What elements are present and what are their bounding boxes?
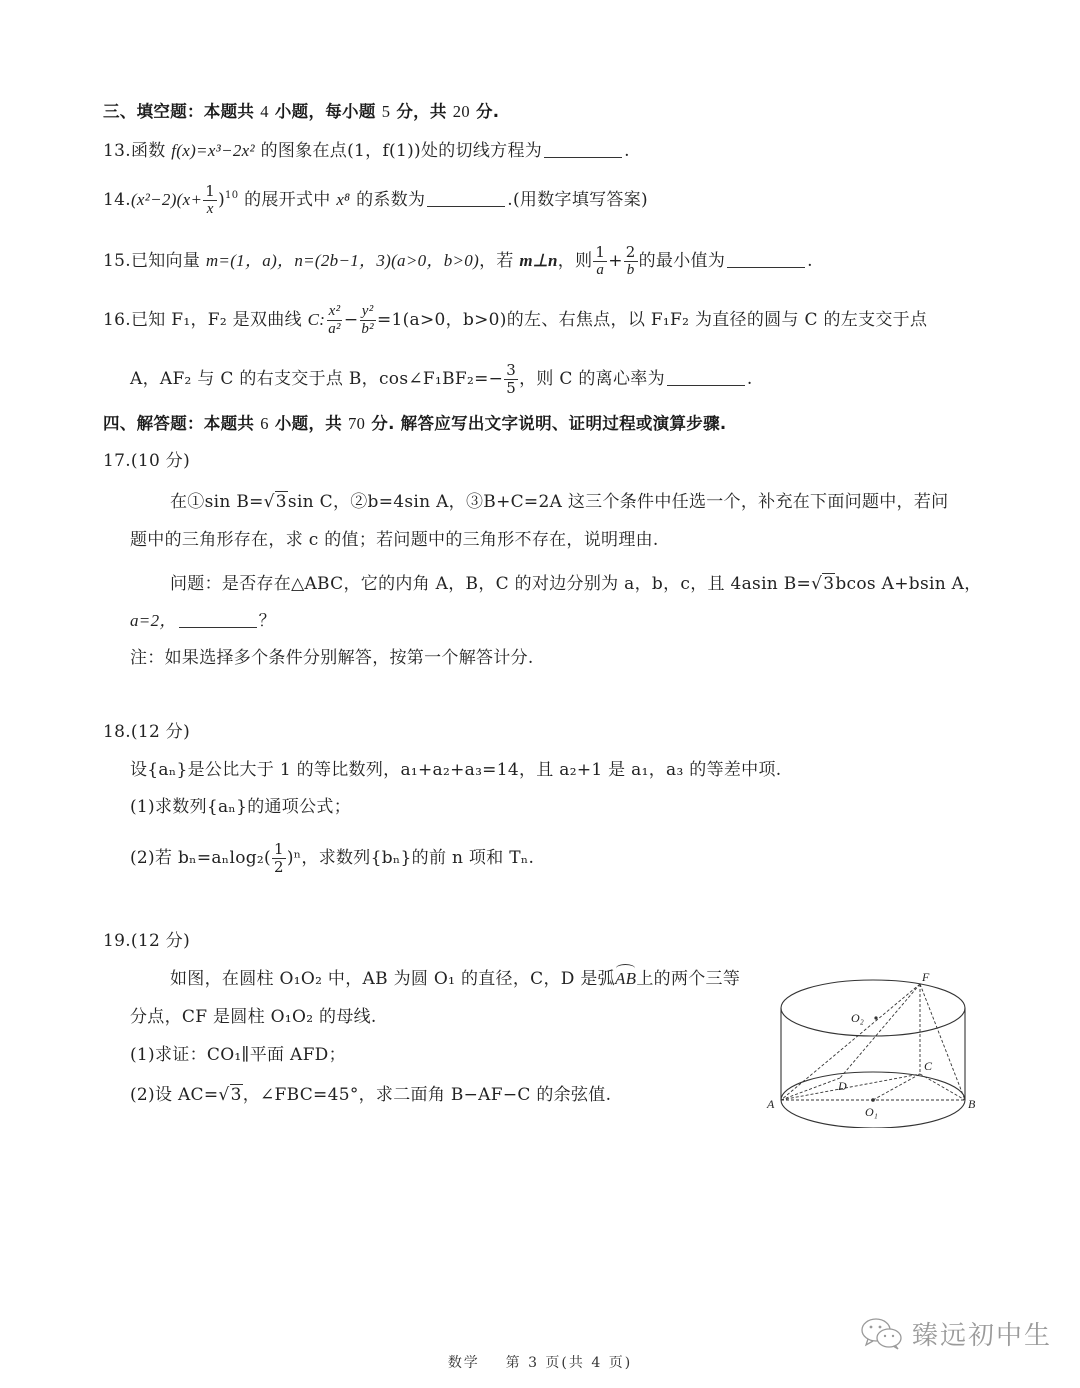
question-17-paragraph-1 [170, 490, 948, 514]
question-number: 13. [103, 141, 131, 161]
question-text: A，AF₂ 与 C 的右支交于点 B，cos∠F₁BF₂=− [130, 369, 504, 389]
answer-blank[interactable] [179, 612, 257, 628]
expression: (x²−2)(x+ [130, 190, 203, 209]
question-18-part-2 [130, 842, 534, 875]
question-text: ，若 [479, 251, 514, 271]
answer-blank[interactable] [727, 252, 805, 268]
numerator: x² [328, 303, 341, 319]
denominator: a² [328, 321, 341, 337]
operator: − [343, 310, 359, 330]
question-text: 已知 F₁，F₂ 是双曲线 [130, 310, 302, 330]
question-text: sin C，②b=4sin A，③B+C=2A 这三个条件中任选一个，补充在下面问题中，若问 [287, 492, 949, 512]
question-text: bcos A+bsin A， [835, 574, 982, 594]
cylinder-figure [765, 968, 985, 1128]
section-3-title [103, 100, 499, 124]
section-title-text: 分. 解答应写出文字说明、证明过程或演算步骤. [371, 414, 727, 433]
denominator: x [206, 201, 214, 217]
question-18-part-1: (1)求数列{aₙ}的通项公式； [130, 797, 352, 817]
question-text: )ⁿ，求数列{bₙ}的前 n 项和 Tₙ. [286, 848, 535, 868]
total-points: 70 [348, 414, 366, 433]
section-title-text: 三、填空题：本题共 [103, 102, 255, 121]
question-17-problem [170, 572, 982, 596]
function-expression: f(x)=x³−2x² [171, 141, 255, 160]
radicand: 3 [230, 1085, 242, 1105]
question-15 [103, 245, 813, 278]
radicand: 3 [275, 492, 287, 512]
fraction [593, 245, 607, 278]
radicand: 3 [823, 574, 835, 594]
label-b: B [968, 1097, 976, 1111]
question-text: ，则 C 的离心率为 [519, 369, 665, 389]
question-text: 的系数为 [356, 190, 426, 210]
answer-blank[interactable] [544, 142, 622, 158]
operator: + [608, 251, 623, 271]
question-17-paragraph-2: 题中的三角形存在，求 c 的值；若问题中的三角形不存在，说明理由. [130, 530, 659, 550]
answer-blank[interactable] [427, 191, 505, 207]
question-16-line-1 [103, 304, 927, 337]
question-text: . [624, 141, 630, 161]
numerator: 1 [273, 840, 284, 858]
denominator: b [626, 262, 635, 278]
fraction [359, 304, 376, 337]
fraction [272, 842, 286, 875]
question-number: 15. [103, 251, 131, 271]
section-title-text: 小题，每小题 [274, 102, 376, 121]
fraction [624, 245, 638, 278]
fraction [203, 184, 217, 217]
question-19-part-1: (1)求证：CO₁∥平面 AFD； [130, 1045, 346, 1065]
question-text: 函数 [130, 141, 166, 161]
question-17-condition [130, 609, 276, 633]
points-each: 5 [381, 102, 391, 121]
question-14 [103, 184, 648, 217]
exponent: 10 [225, 190, 239, 201]
question-text: a=2， [130, 611, 177, 630]
question-text: (2)设 AC= [130, 1085, 219, 1105]
question-text: . [746, 369, 753, 389]
footer-subject: 数学 [447, 1355, 480, 1371]
label-d: D [838, 1079, 847, 1093]
numerator: 1 [595, 243, 606, 261]
label-a: A [767, 1097, 775, 1111]
label-o1: O₁ [865, 1105, 878, 1119]
label-c: C [924, 1059, 933, 1073]
question-text: =1(a>0，b>0)的左、右焦点，以 F₁F₂ 为直径的圆与 C 的左支交于点 [376, 310, 928, 330]
question-number: 14. [103, 190, 131, 210]
arc-ab: AB [615, 967, 636, 991]
question-text: 问题：是否存在△ABC，它的内角 A，B，C 的对边分别为 a，b，c，且 4asin B= [170, 574, 812, 594]
cylinder-diagram [765, 968, 985, 1128]
question-text: 上的两个三等 [636, 969, 741, 989]
page-footer [0, 1352, 1080, 1372]
numerator: 1 [205, 182, 216, 200]
question-count: 6 [260, 414, 269, 433]
question-19-part-2 [130, 1083, 611, 1107]
vector-definition: m=(1，a)，n=(2b−1，3)(a>0，b>0) [205, 251, 480, 270]
section-title-text: 分，共 [396, 102, 447, 121]
numerator: 2 [625, 243, 636, 261]
question-17-header: 17.(10 分) [103, 451, 191, 471]
question-count: 4 [260, 102, 269, 121]
wechat-icon [860, 1317, 904, 1351]
question-text: 在①sin B= [170, 492, 264, 512]
question-18-paragraph-1: 设{aₙ}是公比大于 1 的等比数列，a₁+a₂+a₃=14，且 a₂+1 是 a₁，a₃ 的等差中项. [130, 760, 782, 780]
section-4-title [103, 412, 726, 436]
question-19-header: 19.(12 分) [103, 931, 191, 951]
curve-label: C: [307, 310, 326, 329]
total-points: 20 [452, 102, 470, 121]
question-text: 如图，在圆柱 O₁O₂ 中，AB 为圆 O₁ 的直径，C，D 是弧 [170, 969, 615, 989]
numerator: y² [361, 303, 374, 319]
watermark-text: 臻远初中生 [912, 1321, 1053, 1351]
sqrt-symbol: √3 [263, 492, 287, 512]
fraction [326, 304, 343, 337]
sqrt-symbol: √3 [811, 574, 835, 594]
question-text: .(用数字填写答案) [507, 190, 648, 210]
question-16-line-2 [130, 363, 753, 396]
question-19-paragraph-1 [170, 967, 740, 991]
question-18-header: 18.(12 分) [103, 722, 191, 742]
question-text: 的展开式中 [244, 190, 331, 210]
question-text: 已知向量 [130, 251, 201, 271]
question-17-note: 注：如果选择多个条件分别解答，按第一个解答计分. [130, 648, 534, 668]
fraction [504, 363, 518, 396]
expression: ) [218, 190, 226, 210]
sqrt-symbol: √3 [218, 1085, 242, 1105]
question-text: ？ [258, 611, 276, 631]
section-title-text: 分. [475, 102, 500, 121]
section-title-text: 小题，共 [274, 414, 343, 433]
question-text: (2)若 bₙ=aₙlog₂( [130, 848, 271, 868]
question-19-paragraph-2: 分点，CF 是圆柱 O₁O₂ 的母线. [130, 1007, 377, 1027]
denominator: b² [361, 321, 374, 337]
question-text: ，则 [557, 251, 593, 271]
watermark [860, 1315, 1052, 1352]
question-text: . [807, 251, 813, 271]
answer-blank[interactable] [667, 370, 745, 386]
label-f: F [922, 970, 930, 984]
term: x⁸ [336, 190, 351, 209]
denominator: 2 [273, 858, 284, 876]
numerator: 3 [506, 361, 517, 379]
question-13 [103, 139, 630, 163]
question-number: 16. [103, 310, 131, 330]
label-o2: O₂ [851, 1011, 864, 1025]
question-text: 的图象在点(1，f(1))处的切线方程为 [260, 141, 543, 161]
denominator: a [596, 262, 605, 278]
denominator: 5 [506, 379, 517, 397]
footer-page-number: 第 3 页(共 4 页) [505, 1355, 633, 1371]
perpendicular-condition: m⊥n [519, 251, 558, 270]
section-title-text: 四、解答题：本题共 [103, 414, 255, 433]
question-text: ，∠FBC=45°，求二面角 B−AF−C 的余弦值. [242, 1085, 612, 1105]
question-text: 的最小值为 [638, 251, 726, 271]
